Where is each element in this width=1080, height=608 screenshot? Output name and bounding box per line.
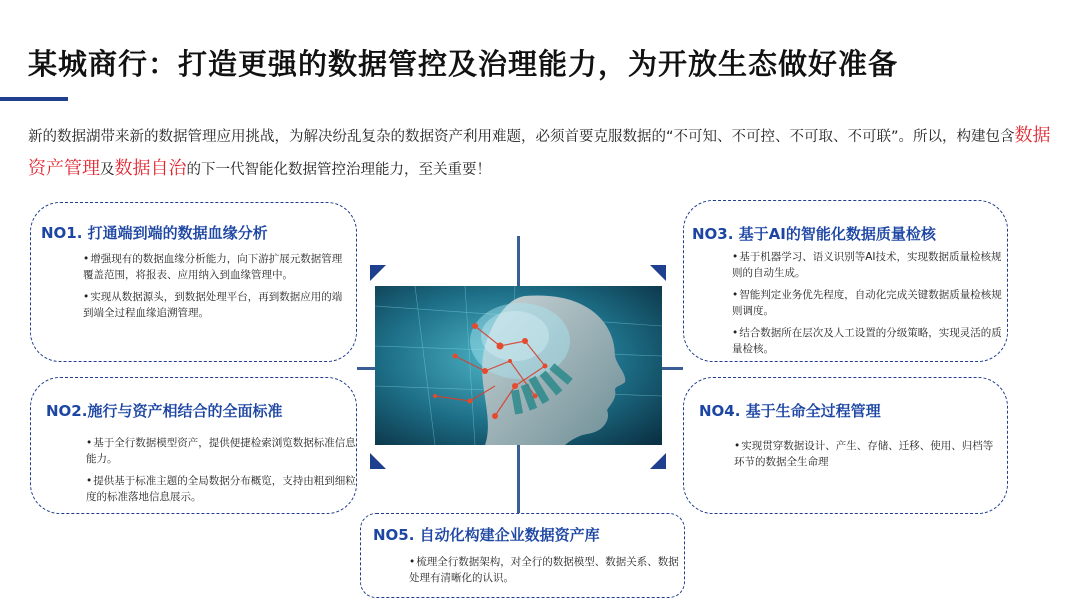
- intro-connector: 及: [100, 162, 115, 178]
- ai-head-image: [375, 286, 662, 445]
- connector-line-right: [662, 367, 683, 370]
- card-no3-quality: [683, 200, 1008, 362]
- intro-highlight-asset-management: 数据资产管理: [28, 125, 1051, 179]
- intro-text-2: 的下一代智能化数据管控治理能力，至关重要！: [186, 162, 491, 178]
- intro-highlight-data-autonomy: 数据自治: [114, 158, 187, 179]
- connector-line-bottom: [517, 445, 520, 513]
- card-no1-item: • 增强现有的数据血缘分析能力，向下游扩展元数据管理覆盖范围，将报表、应用纳入到血缘管理中。: [83, 251, 351, 283]
- card-no4-title: NO4. 基于生命全过程管理: [699, 402, 881, 420]
- card-no5-item: • 梳理全行数据架构，对全行的数据模型、数据关系、数据处理有清晰化的认识。: [409, 554, 679, 586]
- corner-triangle-bottom-left: [370, 453, 386, 469]
- card-no5-title: NO5. 自动化构建企业数据资产库: [373, 526, 600, 544]
- corner-triangle-top-right: [650, 265, 666, 281]
- card-no2-standards: [30, 377, 357, 514]
- card-no2-list: [86, 435, 356, 511]
- intro-paragraph: [28, 120, 1058, 186]
- page-title: 某城商行：打造更强的数据管控及治理能力，为开放生态做好准备: [28, 47, 899, 81]
- card-no4-list: [734, 438, 1002, 476]
- intro-text-1: 新的数据湖带来新的数据管理应用挑战，为解决纷乱复杂的数据资产利用难题，必须首要克服数据的“不可知、不可控、不可取、不可联”。所以，构建包含: [28, 129, 1015, 145]
- card-no3-item: • 结合数据所在层次及人工设置的分级策略，实现灵活的质量检核。: [732, 325, 1002, 357]
- card-no3-item: • 基于机器学习、语义识别等AI技术，实现数据质量检核规则的自动生成。: [732, 249, 1002, 281]
- card-no1-item: • 实现从数据源头，到数据处理平台，再到数据应用的端到端全过程血缘追溯管理。: [83, 289, 351, 321]
- card-no3-title: NO3. 基于AI的智能化数据质量检核: [692, 225, 936, 243]
- title-underline: [0, 97, 68, 101]
- card-no1-lineage: [30, 202, 357, 362]
- ai-head-illustration: [375, 286, 662, 445]
- connector-line-left: [357, 367, 375, 370]
- card-no1-list: [83, 251, 351, 327]
- card-no1-title: NO1. 打通端到端的数据血缘分析: [41, 224, 268, 242]
- card-no5-asset-library: [360, 513, 685, 598]
- card-no3-list: [732, 249, 1002, 363]
- card-no3-item: • 智能判定业务优先程度，自动化完成关键数据质量检核规则调度。: [732, 287, 1002, 319]
- card-no2-title: NO2.施行与资产相结合的全面标准: [46, 402, 283, 420]
- connector-line-top: [517, 236, 520, 286]
- card-no5-list: [409, 554, 679, 592]
- corner-triangle-top-left: [370, 265, 386, 281]
- card-no4-item: • 实现贯穿数据设计、产生、存储、迁移、使用、归档等环节的数据全生命理: [734, 438, 1002, 470]
- card-no2-item: • 提供基于标准主题的全局数据分布概览，支持由粗到细粒度的标准落地信息展示。: [86, 473, 356, 505]
- corner-triangle-bottom-right: [650, 453, 666, 469]
- card-no4-lifecycle: [683, 377, 1008, 514]
- card-no2-item: • 基于全行数据模型资产，提供便捷检索浏览数据标准信息能力。: [86, 435, 356, 467]
